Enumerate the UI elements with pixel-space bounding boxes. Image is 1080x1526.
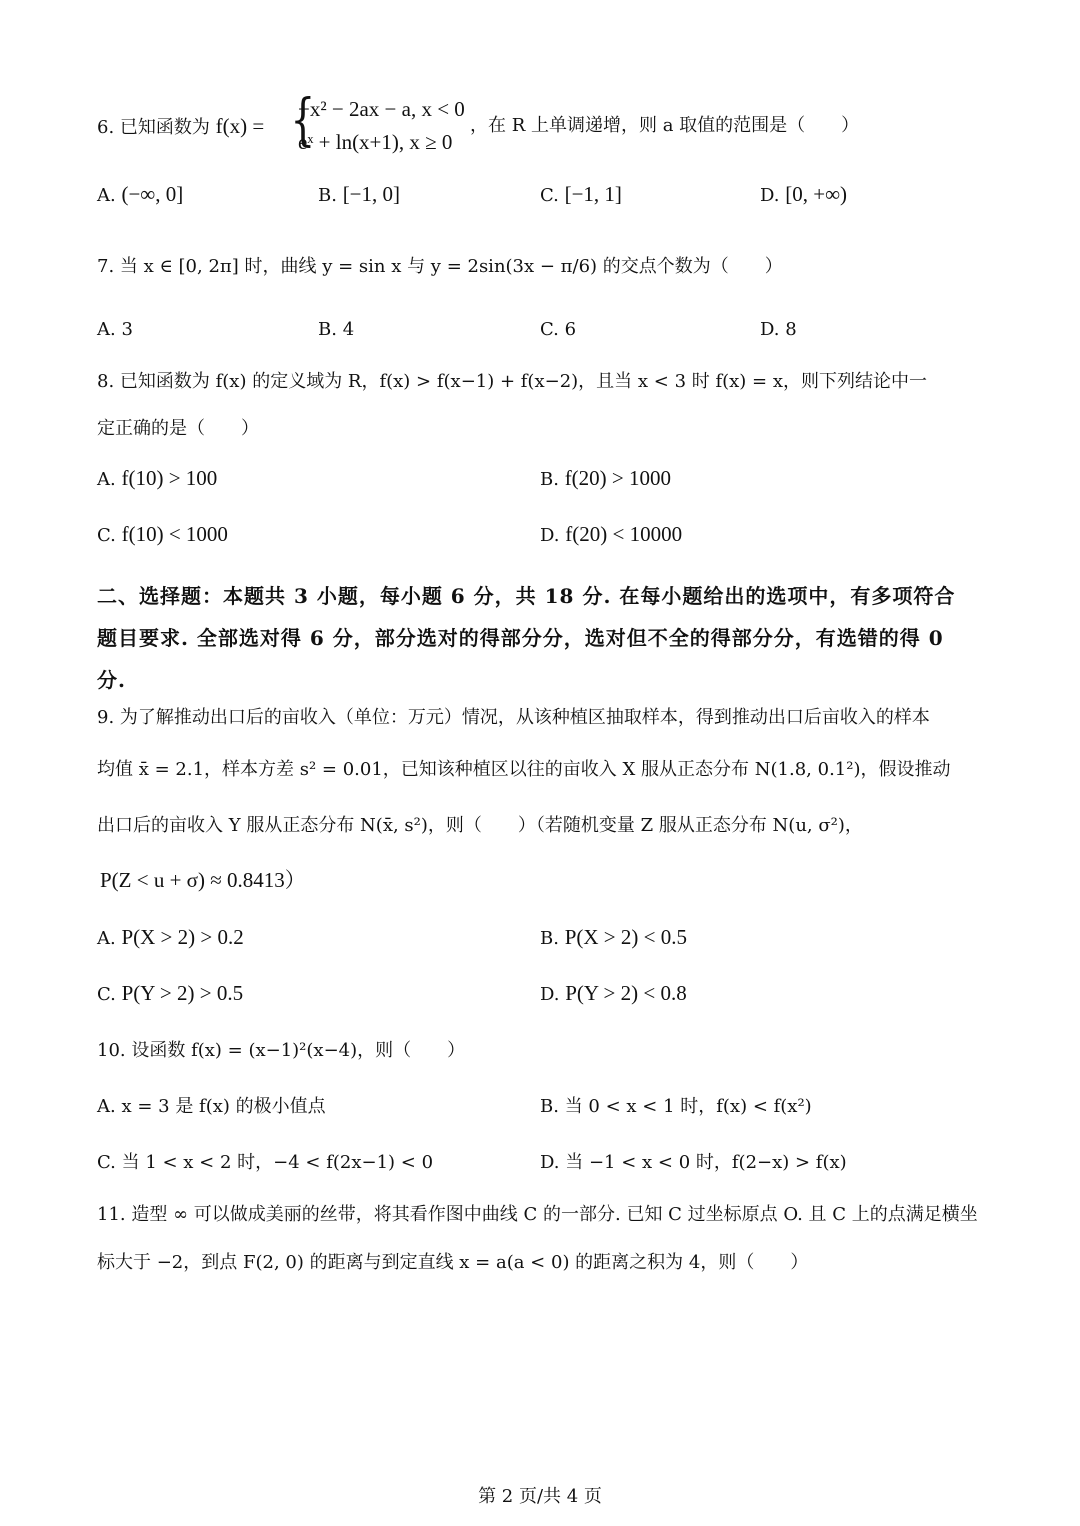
option-label: C. [540,185,559,206]
option-label: A. [97,1096,116,1117]
q9-option-b[interactable] [540,925,687,951]
option-label: C. [97,984,116,1005]
option-value: P(Y > 2) < 0.8 [565,981,687,1005]
q6-option-d[interactable] [760,182,847,208]
option-value: (−∞, 0] [121,182,184,206]
option-label: D. [540,984,560,1005]
option-label: C. [540,319,559,340]
option-label: B. [540,469,559,490]
option-value: [0, +∞) [785,182,848,206]
option-label: D. [540,1152,560,1173]
option-value: f(10) < 1000 [121,522,228,546]
q9-stem-line2: 均值 x̄ = 2.1，样本方差 s² = 0.01，已知该种植区以往的亩收入 X 服从正态分布 N(1.8, 0.1²)，假设推动 [97,759,951,780]
q7-option-b[interactable] [318,318,354,342]
q10-option-d[interactable] [540,1151,847,1175]
q11-stem-line2: 标大于 −2，到点 F(2, 0) 的距离与到定直线 x = a(a < 0) 的距离之积为 4，则（ ） [97,1252,809,1273]
q9-option-d[interactable] [540,981,687,1007]
section-2-heading-line1: 二、选择题：本题共 3 小题，每小题 6 分，共 18 分. 在每小题给出的选项中，有多项符合 [97,584,956,608]
option-value: f(20) > 1000 [564,466,672,490]
q9-stem-line3: 出口后的亩收入 Y 服从正态分布 N(x̄, s²)，则（ ）（若随机变量 Z 服从正态分布 N(u, σ²)， [97,815,863,836]
option-value: P(X > 2) > 0.2 [121,925,244,949]
option-value: 当 0 < x < 1 时，f(x) < f(x²) [564,1096,812,1117]
option-label: D. [760,185,780,206]
option-value: 3 [121,319,133,340]
q6-option-a[interactable] [97,182,183,208]
q9-stem-line4: P(Z < u + σ) ≈ 0.8413） [100,868,306,892]
q8-option-a[interactable] [97,466,217,492]
q11-stem-line1: 11. 造型 ∞ 可以做成美丽的丝带，将其看作图中曲线 C 的一部分. 已知 C 过坐标原点 O. 且 C 上的点满足横坐 [97,1204,978,1225]
q6-option-c[interactable] [540,182,622,208]
option-value: 当 −1 < x < 0 时，f(2−x) > f(x) [565,1152,847,1173]
q8-option-b[interactable] [540,466,671,492]
q10-option-c[interactable] [97,1151,433,1175]
q6-case1: −x² − 2ax − a, x < 0 [298,97,465,121]
q9-option-a[interactable] [97,925,244,951]
q9-stem-line1: 9. 为了解推动出口后的亩收入（单位：万元）情况，从该种植区抽取样本，得到推动出口后亩收入的样本 [97,707,930,728]
section-2-heading-line2: 题目要求. 全部选对得 6 分，部分选对的得部分分，选对但不全的得部分分，有选错的得 0 [97,626,944,650]
option-label: A. [97,469,116,490]
option-value: 当 1 < x < 2 时，−4 < f(2x−1) < 0 [121,1152,434,1173]
q8-option-d[interactable] [540,522,682,548]
option-value: [−1, 1] [564,182,622,206]
q7-option-d[interactable] [760,318,797,342]
option-value: P(X > 2) < 0.5 [564,925,687,949]
option-value: f(10) > 100 [121,466,218,490]
option-label: A. [97,928,116,949]
option-label: C. [97,1152,116,1173]
q10-stem: 10. 设函数 f(x) = (x−1)²(x−4)，则（ ） [97,1040,466,1061]
option-label: A. [97,319,116,340]
option-value: P(Y > 2) > 0.5 [121,981,244,1005]
option-label: A. [97,185,116,206]
q7-option-a[interactable] [97,318,133,342]
q10-option-a[interactable] [97,1095,326,1119]
q6-tail: ，在 R 上单调递增，则 a 取值的范围是（ ） [470,115,860,136]
q6-brace: { [290,88,316,153]
option-value: 6 [564,319,577,340]
q9-option-c[interactable] [97,981,243,1007]
q6-stem [97,114,264,140]
option-label: D. [760,319,780,340]
option-value: 4 [342,319,355,340]
q6-option-b[interactable] [318,182,400,208]
q8-option-c[interactable] [97,522,228,548]
page-number: 第 2 页/共 4 页 [478,1486,602,1507]
q7-option-c[interactable] [540,318,576,342]
q8-stem-line2: 定正确的是（ ） [97,418,259,439]
q6-lhs: f(x) = [215,114,265,138]
option-label: B. [540,1096,559,1117]
option-label: C. [97,525,116,546]
q10-option-b[interactable] [540,1095,812,1119]
option-value: 8 [785,319,797,340]
q8-stem-line1: 8. 已知函数为 f(x) 的定义域为 R，f(x) > f(x−1) + f(x−2)，且当 x < 3 时 f(x) = x，则下列结论中一 [97,371,927,392]
option-label: D. [540,525,560,546]
q6-label: 6. 已知函数为 [97,117,210,138]
q7-stem: 7. 当 x ∈ [0, 2π] 时，曲线 y = sin x 与 y = 2sin(3x − π/6) 的交点个数为（ ） [97,256,783,277]
option-value: [−1, 0] [342,182,401,206]
option-label: B. [318,319,337,340]
q6-case2: eˣ + ln(x+1), x ≥ 0 [298,130,453,154]
option-value: f(20) < 10000 [565,522,683,546]
option-label: B. [318,185,337,206]
section-2-heading-line3: 分. [97,668,126,692]
option-label: B. [540,928,559,949]
option-value: x = 3 是 f(x) 的极小值点 [121,1096,326,1117]
